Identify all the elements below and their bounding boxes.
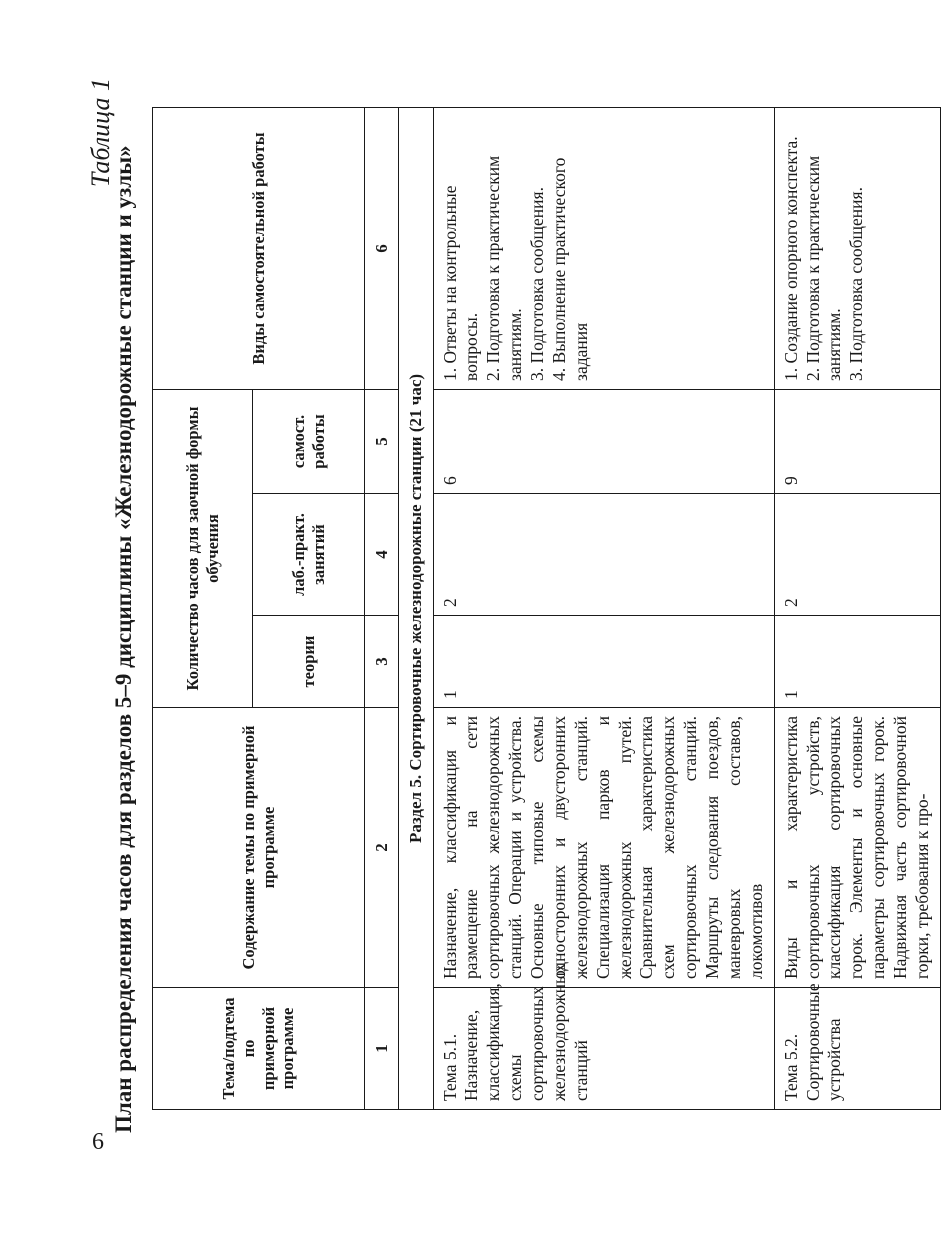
header-lab: лаб.-практ. занятий: [253, 494, 365, 616]
header-work: Виды самостоятельной работы: [153, 107, 365, 389]
column-number: 3: [365, 616, 399, 708]
column-number: 1: [365, 988, 399, 1110]
header-content: Содержание темы по примерной программе: [153, 708, 365, 988]
page-number: 6: [92, 1129, 104, 1155]
work-item: 2. Подготовка к практическим занятиям.: [802, 155, 845, 381]
self-hours: 9: [774, 389, 940, 493]
column-number-row: [365, 107, 399, 1109]
column-number: 5: [365, 389, 399, 493]
header-topic: Тема/подтема по примерной программе: [153, 988, 365, 1110]
work-item: 3. Подготовка сообщения.: [527, 187, 547, 381]
topic-cell: Тема 5.2. Сортировочные устройства: [774, 988, 940, 1110]
column-number: 2: [365, 708, 399, 988]
section-row: [399, 107, 433, 1109]
content-cell: Виды и характеристика сортировочных устройств, классификация сортировочных горок. Элементы и основные параметры сортировочных горок. Надвижная часть сортировочной горки, требования к про-: [774, 708, 940, 988]
header-self: самост. работы: [253, 389, 365, 493]
work-item: 1. Ответы на контрольные вопросы.: [439, 185, 482, 381]
column-number: 6: [365, 107, 399, 389]
header-hours-group: Количество часов для заочной формы обучения: [153, 389, 253, 707]
work-item: 1. Создание опорного конспекта.: [780, 136, 801, 381]
content-cell: Назначение, классификация и размещение на сети сортировочных железнодорожных станций. Операции и устройства. Основные типовые схемы односторонних и двусторонних железнодорожных станций. Специализация парков и железнодорожных путей. Сравнительная характеристика схем железнодорожных сортировочных станций. Маршруты следования поездов, маневровых составов, локомотивов: [433, 708, 774, 988]
table-caption: Таблица 1: [86, 78, 115, 188]
page-title: План распределения часов для разделов 5–9 дисциплины «Железнодорожные станции и узлы»: [111, 145, 136, 1133]
lab-hours: 2: [433, 494, 774, 616]
work-item: 2. Подготовка к практическим занятиям.: [483, 155, 526, 381]
topic-cell: Тема 5.1. Назначение, классификация, схемы сортировочных железнодорожных станций: [433, 988, 774, 1110]
hours-plan-table: [152, 107, 941, 1110]
section-title: Раздел 5. Сортировочные железнодорожные станции (21 час): [399, 107, 433, 1109]
theory-hours: 1: [774, 616, 940, 708]
header-theory: теории: [253, 616, 365, 708]
work-item: 3. Подготовка сообщения.: [846, 187, 867, 381]
work-types-cell: [774, 107, 940, 389]
lab-hours: 2: [774, 494, 940, 616]
work-types-cell: [433, 107, 774, 389]
table-row: [433, 107, 774, 1109]
rotated-page-content: [0, 18, 932, 1178]
column-number: 4: [365, 494, 399, 616]
self-hours: 6: [433, 389, 774, 493]
table-row: [774, 107, 940, 1109]
work-item: 4. Выполнение практического задания: [548, 157, 591, 381]
theory-hours: 1: [433, 616, 774, 708]
